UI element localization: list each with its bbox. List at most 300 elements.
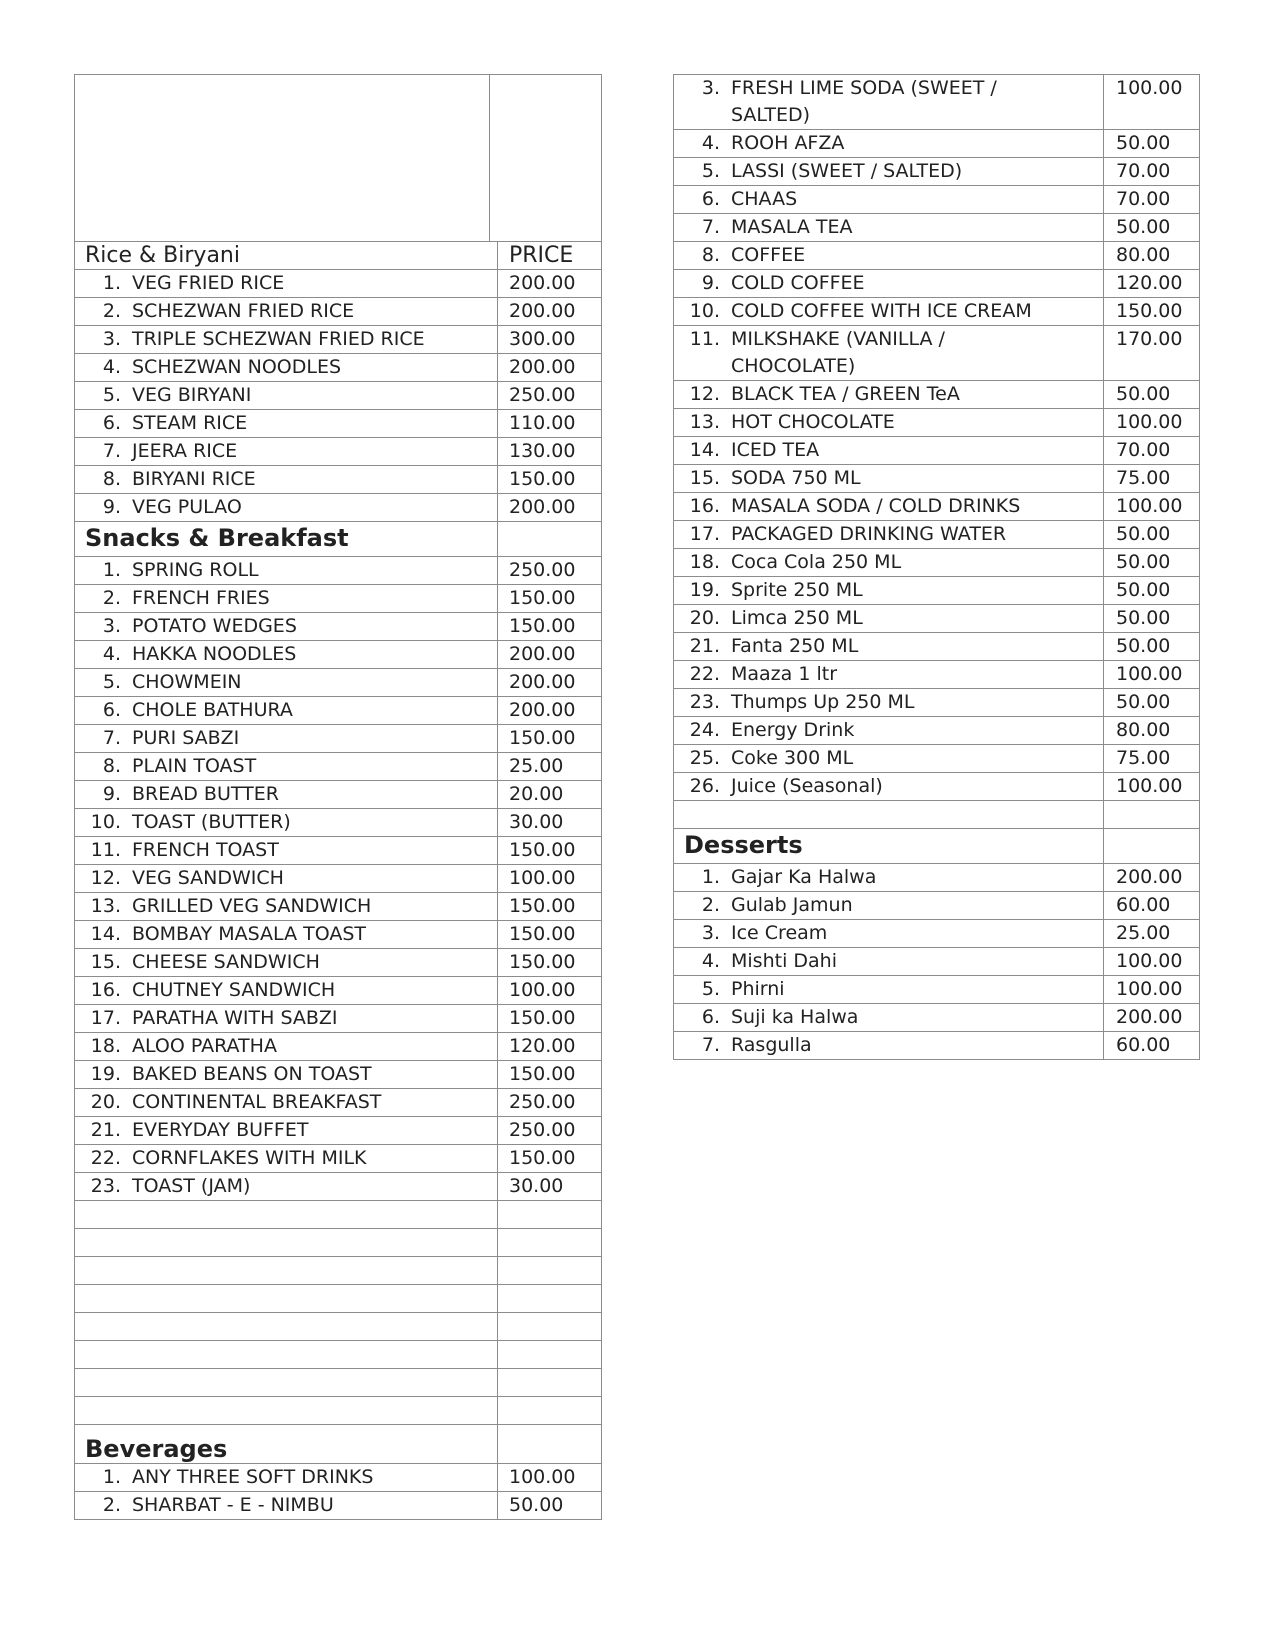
menu-item-row [674, 381, 1200, 409]
menu-item-row [75, 410, 602, 438]
blank-cell [498, 1313, 602, 1341]
menu-item-row [674, 186, 1200, 214]
item-name: MASALA SODA / COLD DRINKS [731, 495, 1021, 517]
menu-item-name-cell [75, 1492, 498, 1520]
item-price: 75.00 [1104, 465, 1200, 493]
item-name: COLD COFFEE WITH ICE CREAM [731, 300, 1032, 322]
menu-item-name-cell [75, 641, 498, 669]
item-price: 200.00 [1104, 1004, 1200, 1032]
blank-cell [498, 1341, 602, 1369]
item-number: 14. [689, 439, 720, 461]
menu-item-row [674, 242, 1200, 270]
menu-item-row [75, 921, 602, 949]
item-number: 5. [102, 384, 121, 406]
desserts-header-row [674, 829, 1200, 864]
menu-item-name-cell [75, 781, 498, 809]
item-name: ICED TEA [731, 439, 820, 461]
menu-item-row [75, 781, 602, 809]
item-number: 11. [689, 328, 720, 350]
menu-item-name-cell [674, 605, 1104, 633]
menu-item-row [75, 1089, 602, 1117]
menu-item-row [75, 1173, 602, 1201]
menu-item-name-cell [75, 697, 498, 725]
item-price: 150.00 [498, 613, 602, 641]
blank-row [75, 1257, 602, 1285]
menu-item-name-cell [75, 382, 498, 410]
item-name: CHAAS [731, 188, 798, 210]
menu-item-name-cell [75, 466, 498, 494]
menu-item-row [674, 661, 1200, 689]
item-price: 50.00 [498, 1492, 602, 1520]
menu-item-row [75, 1492, 602, 1520]
item-price: 70.00 [1104, 158, 1200, 186]
item-number: 6. [701, 188, 720, 210]
item-name: SCHEZWAN FRIED RICE [132, 300, 355, 322]
item-name: BLACK TEA / GREEN TeA [731, 383, 960, 405]
menu-item-row [75, 382, 602, 410]
blank-row [75, 1201, 602, 1229]
menu-item-row [674, 577, 1200, 605]
blank-cell [75, 1397, 498, 1425]
item-price: 250.00 [498, 382, 602, 410]
item-number: 18. [90, 1035, 121, 1057]
item-name: CHOWMEIN [132, 671, 242, 693]
section-title-beverages: Beverages [75, 1425, 498, 1464]
item-name: Suji ka Halwa [731, 1006, 859, 1028]
menu-item-row [75, 865, 602, 893]
item-price: 30.00 [498, 1173, 602, 1201]
item-number: 6. [701, 1006, 720, 1028]
left-column [74, 74, 601, 1520]
item-name: TOAST (BUTTER) [132, 811, 291, 833]
item-price: 150.00 [498, 837, 602, 865]
section-title-desserts: Desserts [674, 829, 1104, 864]
item-price: 100.00 [498, 865, 602, 893]
blank-cell [1104, 801, 1200, 829]
section-title-rice-biryani: Rice & Biryani [75, 242, 498, 270]
item-number: 9. [102, 783, 121, 805]
item-number: 9. [701, 272, 720, 294]
item-name: PARATHA WITH SABZI [132, 1007, 338, 1029]
item-number: 17. [689, 523, 720, 545]
blank-cell [75, 1257, 498, 1285]
item-number: 5. [701, 978, 720, 1000]
item-name: COFFEE [731, 244, 806, 266]
item-price: 80.00 [1104, 717, 1200, 745]
item-name: HAKKA NOODLES [132, 643, 297, 665]
blank-cell [674, 801, 1104, 829]
item-price: 170.00 [1104, 326, 1200, 381]
item-number: 1. [102, 559, 121, 581]
item-price: 200.00 [498, 298, 602, 326]
menu-item-row [75, 438, 602, 466]
menu-item-row [75, 725, 602, 753]
menu-item-name-cell [75, 837, 498, 865]
right-column [673, 74, 1199, 1060]
item-number: 1. [102, 1466, 121, 1488]
item-name: Coke 300 ML [731, 747, 854, 769]
menu-item-name-cell [674, 242, 1104, 270]
menu-item-name-cell [674, 521, 1104, 549]
menu-item-name-cell [674, 549, 1104, 577]
item-number: 23. [90, 1175, 121, 1197]
menu-item-row [674, 326, 1200, 381]
rice-biryani-header-row [75, 242, 602, 270]
blank-row [75, 1285, 602, 1313]
item-name: ANY THREE SOFT DRINKS [132, 1466, 374, 1488]
item-price: 30.00 [498, 809, 602, 837]
item-number: 6. [102, 699, 121, 721]
item-price: 150.00 [498, 1145, 602, 1173]
menu-item-row [674, 892, 1200, 920]
item-number: 3. [701, 922, 720, 944]
item-number: 2. [701, 894, 720, 916]
blank-row [75, 1341, 602, 1369]
blank-cell [498, 1257, 602, 1285]
item-price: 50.00 [1104, 549, 1200, 577]
menu-item-name-cell [674, 493, 1104, 521]
item-number: 22. [90, 1147, 121, 1169]
item-price: 130.00 [498, 438, 602, 466]
item-price: 110.00 [498, 410, 602, 438]
item-number: 7. [102, 727, 121, 749]
item-price: 200.00 [1104, 864, 1200, 892]
snacks-breakfast-header-row [75, 522, 602, 557]
item-name: ALOO PARATHA [132, 1035, 277, 1057]
item-price: 50.00 [1104, 577, 1200, 605]
item-price: 250.00 [498, 1117, 602, 1145]
item-name: TOAST (JAM) [132, 1175, 251, 1197]
blank-cell [498, 1397, 602, 1425]
menu-item-row [674, 130, 1200, 158]
blank-row [674, 801, 1200, 829]
item-number: 18. [689, 551, 720, 573]
item-price: 70.00 [1104, 186, 1200, 214]
menu-item-name-cell [75, 1005, 498, 1033]
menu-table-left [74, 74, 602, 1520]
menu-item-row [674, 158, 1200, 186]
menu-item-row [75, 585, 602, 613]
item-price: 150.00 [498, 893, 602, 921]
menu-item-name-cell [75, 1117, 498, 1145]
menu-item-row [674, 437, 1200, 465]
item-price: 150.00 [498, 921, 602, 949]
item-price: 50.00 [1104, 521, 1200, 549]
menu-item-name-cell [75, 865, 498, 893]
item-name: ROOH AFZA [731, 132, 845, 154]
item-number: 1. [701, 866, 720, 888]
item-number: 3. [701, 77, 720, 99]
item-price: 100.00 [1104, 75, 1200, 130]
item-number: 6. [102, 412, 121, 434]
item-price: 300.00 [498, 326, 602, 354]
item-name: Gajar Ka Halwa [731, 866, 877, 888]
item-number: 16. [689, 495, 720, 517]
menu-item-row [75, 466, 602, 494]
menu-item-name-cell [75, 1061, 498, 1089]
item-name: Energy Drink [731, 719, 855, 741]
menu-item-name-cell [75, 1173, 498, 1201]
item-name: BAKED BEANS ON TOAST [132, 1063, 372, 1085]
menu-item-row [674, 1004, 1200, 1032]
item-name: EVERYDAY BUFFET [132, 1119, 309, 1141]
menu-item-row [75, 977, 602, 1005]
menu-item-name-cell [75, 354, 498, 382]
item-number: 24. [689, 719, 720, 741]
item-price: 50.00 [1104, 689, 1200, 717]
item-number: 9. [102, 496, 121, 518]
item-number: 3. [102, 615, 121, 637]
item-name: SPRING ROLL [132, 559, 259, 581]
item-name: GRILLED VEG SANDWICH [132, 895, 372, 917]
item-name: HOT CHOCOLATE [731, 411, 895, 433]
menu-item-name-cell [75, 893, 498, 921]
item-price: 70.00 [1104, 437, 1200, 465]
menu-item-row [674, 633, 1200, 661]
item-number: 2. [102, 1494, 121, 1516]
menu-item-name-cell [75, 410, 498, 438]
item-name: Sprite 250 ML [731, 579, 863, 601]
blank-cell [498, 1201, 602, 1229]
item-name: CHOLE BATHURA [132, 699, 293, 721]
menu-item-row [75, 298, 602, 326]
item-number: 12. [689, 383, 720, 405]
item-number: 8. [102, 468, 121, 490]
item-name: Gulab Jamun [731, 894, 853, 916]
menu-item-name-cell [75, 585, 498, 613]
logo-side-box [490, 75, 601, 241]
item-number: 4. [102, 356, 121, 378]
item-price: 50.00 [1104, 130, 1200, 158]
menu-item-name-cell [674, 186, 1104, 214]
item-name: SCHEZWAN NOODLES [132, 356, 342, 378]
menu-item-name-cell [674, 892, 1104, 920]
menu-item-row [674, 605, 1200, 633]
menu-item-row [75, 1033, 602, 1061]
menu-table-right [673, 74, 1200, 1060]
item-price: 200.00 [498, 669, 602, 697]
menu-item-name-cell [674, 130, 1104, 158]
menu-item-row [674, 270, 1200, 298]
item-price: 150.00 [498, 725, 602, 753]
menu-item-row [674, 493, 1200, 521]
menu-item-row [674, 465, 1200, 493]
item-price: 25.00 [1104, 920, 1200, 948]
menu-item-name-cell [674, 381, 1104, 409]
item-name: BOMBAY MASALA TOAST [132, 923, 367, 945]
blank-cell [75, 1369, 498, 1397]
menu-item-name-cell [75, 613, 498, 641]
item-name: Mishti Dahi [731, 950, 837, 972]
item-price: 150.00 [498, 1061, 602, 1089]
menu-item-row [674, 75, 1200, 130]
item-number: 19. [689, 579, 720, 601]
item-price: 100.00 [1104, 948, 1200, 976]
item-price: 50.00 [1104, 633, 1200, 661]
item-number: 20. [90, 1091, 121, 1113]
item-number: 7. [102, 440, 121, 462]
menu-item-name-cell [674, 948, 1104, 976]
item-number: 3. [102, 328, 121, 350]
item-price: 250.00 [498, 557, 602, 585]
item-name: Rasgulla [731, 1034, 812, 1056]
item-price: 200.00 [498, 270, 602, 298]
section-header-empty-cell [1104, 829, 1200, 864]
menu-item-name-cell [75, 326, 498, 354]
item-number: 7. [701, 216, 720, 238]
item-number: 5. [102, 671, 121, 693]
price-column-header: PRICE [498, 242, 602, 270]
item-name: BIRYANI RICE [132, 468, 256, 490]
item-number: 4. [701, 132, 720, 154]
item-price: 120.00 [498, 1033, 602, 1061]
blank-cell [75, 1229, 498, 1257]
item-name: Thumps Up 250 ML [731, 691, 915, 713]
menu-item-name-cell [75, 1089, 498, 1117]
blank-row [75, 1313, 602, 1341]
item-price: 200.00 [498, 641, 602, 669]
menu-item-name-cell [75, 921, 498, 949]
menu-item-row [674, 549, 1200, 577]
menu-item-row [75, 669, 602, 697]
menu-item-row [75, 270, 602, 298]
item-number: 23. [689, 691, 720, 713]
item-name: VEG BIRYANI [132, 384, 252, 406]
blank-cell [498, 1369, 602, 1397]
menu-item-row [75, 641, 602, 669]
menu-item-name-cell [674, 437, 1104, 465]
item-name: CHUTNEY SANDWICH [132, 979, 336, 1001]
item-name: Fanta 250 ML [731, 635, 859, 657]
menu-item-name-cell [75, 494, 498, 522]
menu-item-row [75, 1005, 602, 1033]
item-price: 100.00 [1104, 976, 1200, 1004]
menu-item-row [75, 753, 602, 781]
menu-item-row [75, 697, 602, 725]
item-price: 80.00 [1104, 242, 1200, 270]
item-name: Phirni [731, 978, 785, 1000]
item-price: 150.00 [498, 466, 602, 494]
item-name: POTATO WEDGES [132, 615, 297, 637]
blank-row [75, 1397, 602, 1425]
menu-item-name-cell [674, 864, 1104, 892]
item-number: 10. [689, 300, 720, 322]
item-number: 2. [102, 587, 121, 609]
item-price: 120.00 [1104, 270, 1200, 298]
menu-item-row [674, 689, 1200, 717]
item-number: 12. [90, 867, 121, 889]
menu-item-name-cell [674, 214, 1104, 242]
item-name: LASSI (SWEET / SALTED) [731, 160, 963, 182]
item-name: PACKAGED DRINKING WATER [731, 523, 1007, 545]
menu-item-name-cell [674, 298, 1104, 326]
item-price: 100.00 [1104, 409, 1200, 437]
item-number: 2. [102, 300, 121, 322]
item-number: 16. [90, 979, 121, 1001]
item-name: Juice (Seasonal) [731, 775, 883, 797]
item-name: PLAIN TOAST [132, 755, 257, 777]
menu-item-row [674, 745, 1200, 773]
menu-item-name-cell [674, 717, 1104, 745]
menu-item-name-cell [674, 326, 1104, 381]
item-price: 60.00 [1104, 1032, 1200, 1060]
item-name: SODA 750 ML [731, 467, 861, 489]
menu-item-row [75, 494, 602, 522]
blank-cell [498, 1229, 602, 1257]
item-name: COLD COFFEE [731, 272, 865, 294]
item-price: 150.00 [498, 585, 602, 613]
menu-item-row [75, 1061, 602, 1089]
item-name: CHEESE SANDWICH [132, 951, 320, 973]
logo-placeholder-row [75, 75, 602, 242]
item-number: 14. [90, 923, 121, 945]
menu-item-row [674, 298, 1200, 326]
menu-item-name-cell [75, 557, 498, 585]
menu-item-name-cell [75, 725, 498, 753]
item-name: MILKSHAKE (VANILLA / CHOCOLATE) [731, 328, 945, 377]
item-price: 150.00 [1104, 298, 1200, 326]
item-price: 200.00 [498, 697, 602, 725]
item-price: 60.00 [1104, 892, 1200, 920]
item-name: TRIPLE SCHEZWAN FRIED RICE [132, 328, 425, 350]
item-number: 15. [689, 467, 720, 489]
section-header-empty-cell [498, 1425, 602, 1464]
item-name: Maaza 1 ltr [731, 663, 838, 685]
menu-item-name-cell [674, 1004, 1104, 1032]
item-name: FRENCH FRIES [132, 587, 270, 609]
menu-item-row [75, 949, 602, 977]
item-price: 50.00 [1104, 605, 1200, 633]
item-price: 20.00 [498, 781, 602, 809]
menu-item-name-cell [674, 409, 1104, 437]
item-number: 1. [102, 272, 121, 294]
menu-item-name-cell [75, 809, 498, 837]
menu-item-name-cell [75, 949, 498, 977]
menu-item-name-cell [674, 270, 1104, 298]
menu-item-row [674, 920, 1200, 948]
item-price: 250.00 [498, 1089, 602, 1117]
menu-item-name-cell [674, 920, 1104, 948]
item-name: Ice Cream [731, 922, 828, 944]
menu-item-name-cell [674, 689, 1104, 717]
item-number: 8. [102, 755, 121, 777]
item-number: 26. [689, 775, 720, 797]
section-header-empty-cell [498, 522, 602, 557]
menu-item-name-cell [674, 773, 1104, 801]
menu-item-name-cell [75, 1033, 498, 1061]
item-price: 200.00 [498, 354, 602, 382]
menu-item-row [75, 837, 602, 865]
item-price: 150.00 [498, 949, 602, 977]
item-name: PURI SABZI [132, 727, 240, 749]
item-name: BREAD BUTTER [132, 783, 279, 805]
menu-item-row [75, 557, 602, 585]
item-number: 19. [90, 1063, 121, 1085]
item-name: FRESH LIME SODA (SWEET / SALTED) [731, 77, 997, 126]
menu-item-name-cell [674, 1032, 1104, 1060]
blank-cell [498, 1285, 602, 1313]
menu-item-name-cell [674, 75, 1104, 130]
menu-item-name-cell [75, 669, 498, 697]
menu-item-row [674, 521, 1200, 549]
menu-item-name-cell [674, 661, 1104, 689]
item-number: 13. [90, 895, 121, 917]
blank-cell [75, 1285, 498, 1313]
item-name: VEG SANDWICH [132, 867, 284, 889]
item-number: 4. [102, 643, 121, 665]
item-number: 21. [689, 635, 720, 657]
menu-item-row [75, 326, 602, 354]
